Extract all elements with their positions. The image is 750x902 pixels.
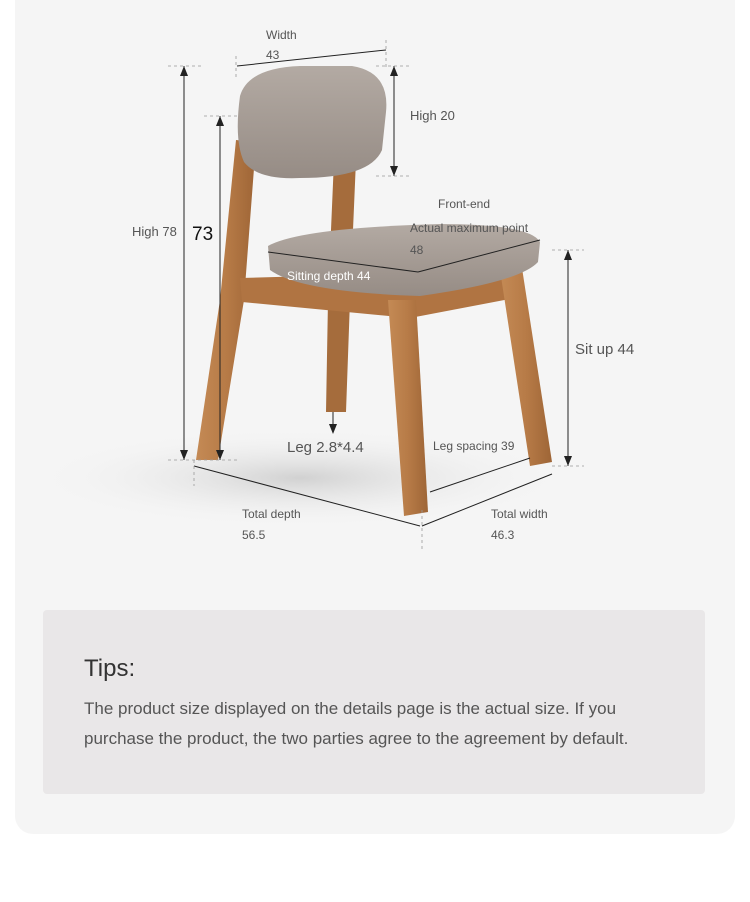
total-height-label: High 78 [132,224,177,239]
width-label: Width [266,28,297,42]
tips-title: Tips: [84,655,136,682]
seat-height-label: Sit up 44 [575,341,635,358]
back-height-label: High 20 [410,108,455,123]
leg-spacing-label: Leg spacing 39 [433,439,515,453]
actual-max-value: 48 [410,243,424,257]
front-end-label: Front-end [438,197,491,211]
total-depth-label: Total depth [242,507,301,521]
actual-max-label: Actual maximum point [410,221,529,235]
width-value: 43 [266,48,280,62]
leg-size-label: Leg 2.8*4.4 [287,439,364,456]
total-width-value: 46.3 [491,528,515,542]
tips-text: The product size displayed on the details page is the actual size. If you purchase the product, the two parties agree to the agreement by default. [84,699,629,748]
front-right-leg [500,268,552,466]
back-top-height-label: 73 [192,224,214,245]
backrest-cushion [238,66,387,178]
sitting-depth-label: Sitting depth 44 [287,269,371,283]
total-depth-value: 56.5 [242,528,266,542]
total-width-label: Total width [491,507,548,521]
